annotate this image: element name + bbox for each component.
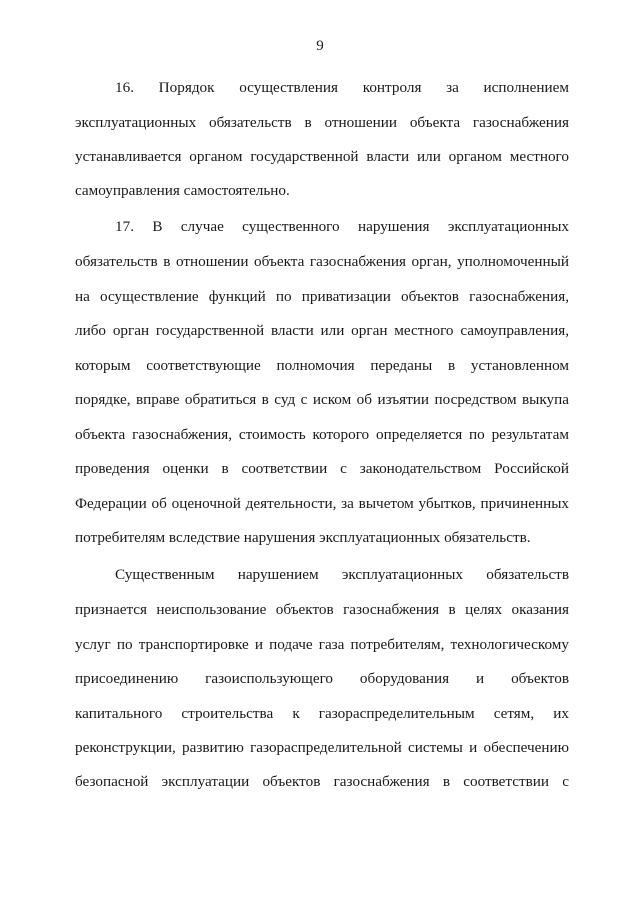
paragraph-17-line-1: 17. В случае существенного нарушения эксплуатационных	[115, 218, 569, 235]
paragraph-material-line-7: безопасной эксплуатации объектов газоснабжения в соответствии с	[75, 773, 569, 790]
paragraph-material-line-1: Существенным нарушением эксплуатационных обязательств	[115, 566, 569, 583]
paragraph-16-line-3: устанавливается органом государственной власти или органом местного	[75, 148, 569, 165]
paragraph-16-line-4: самоуправления самостоятельно.	[75, 182, 290, 199]
paragraph-17-line-2: обязательств в отношении объекта газоснабжения орган, уполномоченный	[75, 253, 569, 270]
paragraph-17-line-4: либо орган государственной власти или орган местного самоуправления,	[75, 322, 569, 339]
paragraph-17-line-5: которым соответствующие полномочия переданы в установленном	[75, 357, 569, 374]
paragraph-material-line-4: присоединению газоиспользующего оборудования и объектов	[75, 670, 569, 687]
paragraph-material-line-3: услуг по транспортировке и подаче газа потребителям, технологическому	[75, 636, 569, 653]
paragraph-material-line-2: признается неиспользование объектов газоснабжения в целях оказания	[75, 601, 569, 618]
paragraph-material-line-6: реконструкции, развитию газораспределительной системы и обеспечению	[75, 739, 569, 756]
paragraph-16-line-2: эксплуатационных обязательств в отношении объекта газоснабжения	[75, 114, 569, 131]
page-number: 9	[316, 38, 324, 54]
paragraph-material-line-5: капитального строительства к газораспределительным сетям, их	[75, 705, 569, 722]
paragraph-17-line-3: на осуществление функций по приватизации объектов газоснабжения,	[75, 288, 569, 305]
paragraph-17-line-9: Федерации об оценочной деятельности, за вычетом убытков, причиненных	[75, 495, 569, 512]
paragraph-17-line-10: потребителям вследствие нарушения эксплуатационных обязательств.	[75, 529, 531, 546]
paragraph-17-line-6: порядке, вправе обратиться в суд с иском об изъятии посредством выкупа	[75, 391, 569, 408]
paragraph-16-line-1: 16. Порядок осуществления контроля за исполнением	[115, 79, 569, 96]
paragraph-17-line-7: объекта газоснабжения, стоимость которого определяется по результатам	[75, 426, 569, 443]
paragraph-17-line-8: проведения оценки в соответствии с законодательством Российской	[75, 460, 569, 477]
